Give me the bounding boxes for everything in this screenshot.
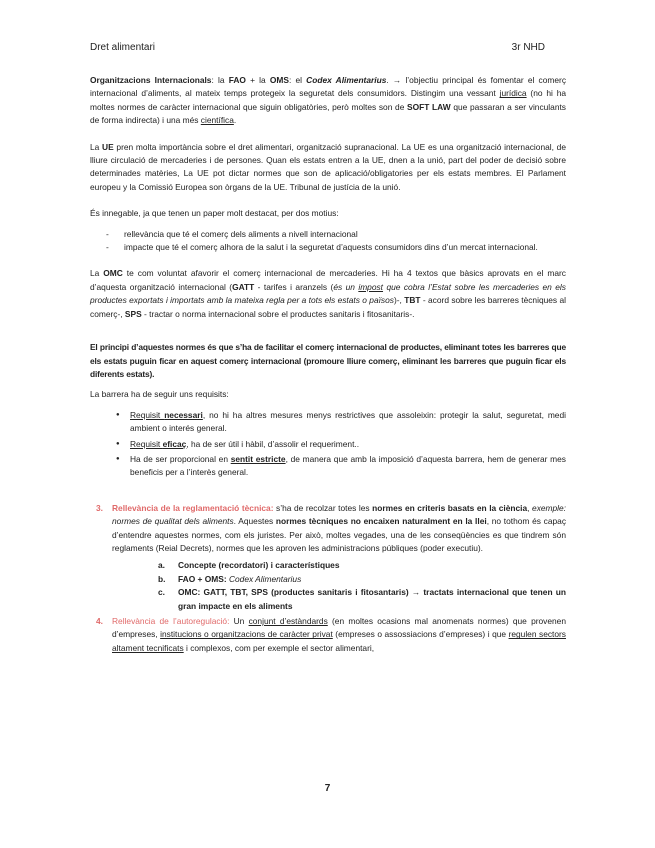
section-4: 4. Rellevància de l’autoregulació: Un conjunt d’estàndards (en moltes ocasions mal anomenats normes) que provenen d’empreses, institucions o organitzacions de caràcter privat (empreses o assossiacions d’empreses) i que regulen sectors altament tecnificats i complexos, com per exemple el sector alimentari, xyxy=(96,616,566,653)
motius-list xyxy=(90,228,566,255)
list-item: b. FAO + OMS: Codex Alimentarius xyxy=(158,573,302,584)
list-item: ● Ha de ser proporcional en sentit estricte, de manera que amb la imposició d’aquesta barrera, hem de generar mes beneficis per a l’interès general. xyxy=(116,453,566,480)
paragraph-motius-intro: És innegable, ja que tenen un paper molt destacat, per dos motius: xyxy=(90,208,339,219)
paragraph-ue: La UE pren molta importància sobre el dret alimentari, organització supranacional. La UE es una organització internacional, de lliure circulació de mercaderies i de persones. Quan els estats entren a la UE, dnen a la unió, part del poder de decisió sobre determinades matèries, La UE pot dictar normes que son de aplicació/obligatories per els estats membres. El Parlament europeu y la Comissió Europea son òrgans de la UE. Tribunal de justícia de la unió. xyxy=(90,141,566,192)
section-number: 4. xyxy=(96,616,103,626)
list-item: - rellevància que té el comerç dels aliments a nivell internacional xyxy=(110,228,566,241)
paragraph-omc: La OMC te com voluntat afavorir el comerç internacional de mercaderies. Hi ha 4 textos que bàsics aprovats en el marc d’aquesta organització internacional (GATT - tarifes i aranzels (és un impost que cobra l’Estat sobre les mercaderies en els productes exportats i importats amb la mateixa regla per a tots els estats o països)-, TBT - acord sobre les barreres tècniques al comerç-, SPS - tractar o norma internacional sobre el productes sanitaris i fitosanitaris-. xyxy=(90,268,566,319)
subsection-list xyxy=(112,559,566,613)
list-item: ● Requisit eficaç, ha de ser útil i hàbil, d’assolir el requeriment.. xyxy=(116,438,566,451)
section-title: Rellevància de l’autoregulació: xyxy=(112,616,230,626)
list-item: - impacte que té el comerç alhora de la salut i la seguretat d’aquests consumidors dins d’un mercat internacional. xyxy=(110,241,566,254)
paragraph-requisits-intro: La barrera ha de seguir uns requisits: xyxy=(90,389,229,400)
document-body xyxy=(90,74,566,655)
list-item: a. Concepte (recordatori) i característiques xyxy=(158,560,340,571)
paragraph-principle: El principi d’aquestes normes és que s’ha de facilitar el comerç internacional de productes, eliminant totes les barreres que els estats puguin ficar en aquest comerç internacional (promoure lliure comerç, eliminant les barreres que puguin ficar els diferents estats). xyxy=(90,342,566,379)
page-number: 7 xyxy=(324,783,331,794)
numbered-sections xyxy=(90,502,566,655)
section-3: 3. Rellevància de la reglamentació tècnica: s’ha de recolzar totes les normes en criteris basats en la ciència, exemple: normes de qualitat dels aliments. Aquestes normes tècniques no encaixen naturalment en la llei, no tothom és capaç d’entendre aquestes normes, com els juristes. Per això, moltes vegades, una de les conseqüències es que tindrem són reglaments (Reial Decrets), normes que les aproven les administracions públiques (poder executiu). a. Concepte (recordatori) i característiques b. FAO + OMS: Codex Alimentarius c. OMC: GATT, TBT, SPS (productes sanitaris i fitosantaris) → tractats internacional que tenen un gran impacte en els aliments xyxy=(90,502,566,613)
list-item: c. OMC: GATT, TBT, SPS (productes sanitaris i fitosantaris) → tractats internacional que tenen un gran impacte en els aliments xyxy=(158,587,566,611)
header-title: Dret alimentari xyxy=(90,42,156,53)
section-title: Rellevància de la reglamentació tècnica: xyxy=(112,502,274,513)
list-item: ● Requisit necessari, no hi ha altres mesures menys restrictives que assoleixin: protegir la salut, seguretat, medi ambient o interés general. xyxy=(116,409,566,436)
section-number: 3. xyxy=(96,502,103,513)
paragraph-international-orgs: Organitzacions Internacionals: la FAO + la OMS: el Codex Alimentarius. → l’objectiu principal és fomentar el comerç internacional d’aliments, al mateix temps protegeix la seguretat dels consumidors. Distingim una vessant jurídica (no hi ha moltes normes de caràcter internacional que siguin obligatòries, però moltes son de SOFT LAW que passaran a ser vinculants de forma indirecta) i una més científica. xyxy=(90,75,567,126)
requisits-list xyxy=(90,409,566,480)
header-course: 3r NHD xyxy=(511,42,545,53)
